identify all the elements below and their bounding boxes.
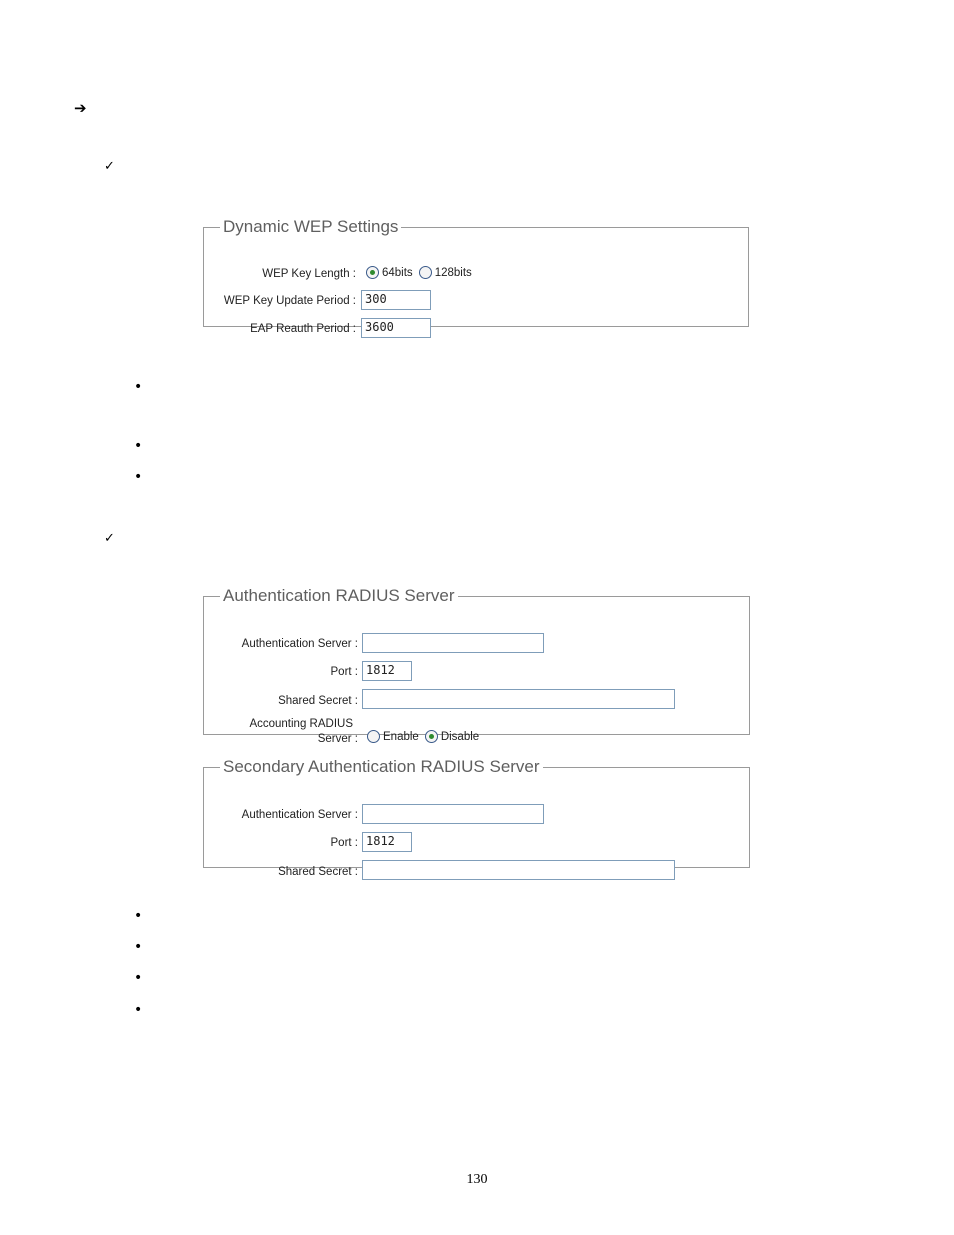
radio-enable[interactable] — [367, 730, 380, 743]
secondary-authentication-server-input[interactable] — [362, 804, 544, 824]
shared-secret-input[interactable] — [362, 689, 675, 709]
dynamic-wep-settings-panel — [203, 217, 749, 335]
secondary-shared-secret-label: Shared Secret : — [278, 866, 358, 878]
secondary-authentication-server-label: Authentication Server : — [241, 809, 358, 821]
radio-64bits[interactable] — [366, 266, 379, 279]
bullet-marker: • — [134, 939, 143, 955]
authentication-server-input[interactable] — [362, 633, 544, 653]
bullet-marker: • — [134, 438, 143, 454]
secondary-radius-server-legend: Secondary Authentication RADIUS Server — [223, 757, 540, 776]
accounting-radius-radio-group — [367, 730, 485, 743]
check-marker: ✓ — [104, 531, 115, 546]
radio-128bits[interactable] — [419, 266, 432, 279]
secondary-radius-server-panel — [203, 757, 750, 878]
port-label: Port : — [330, 666, 358, 678]
port-input[interactable]: 1812 — [362, 661, 412, 681]
shared-secret-label: Shared Secret : — [278, 695, 358, 707]
wep-key-update-period-label: WEP Key Update Period : — [223, 295, 356, 307]
bullet-marker: • — [134, 908, 143, 924]
bullet-marker: • — [134, 970, 143, 986]
accounting-radius-label-line2: Server : — [317, 733, 358, 745]
eap-reauth-period-input[interactable]: 3600 — [361, 318, 431, 338]
radio-128bits-label: 128bits — [434, 266, 472, 279]
radio-disable[interactable] — [425, 730, 438, 743]
wep-key-length-label: WEP Key Length : — [262, 268, 356, 280]
authentication-radius-server-legend: Authentication RADIUS Server — [223, 586, 455, 605]
bullet-marker: • — [134, 469, 143, 485]
authentication-server-label: Authentication Server : — [241, 638, 358, 650]
bullet-marker: • — [134, 1002, 143, 1018]
eap-reauth-period-label: EAP Reauth Period : — [250, 323, 356, 335]
radio-enable-label: Enable — [383, 730, 419, 743]
authentication-radius-server-panel — [203, 586, 750, 745]
secondary-port-input[interactable]: 1812 — [362, 832, 412, 852]
accounting-radius-label-line1: Accounting RADIUS — [249, 718, 353, 730]
page-number: 130 — [466, 1172, 488, 1187]
wep-key-length-radio-group — [366, 266, 478, 279]
wep-key-update-period-input[interactable]: 300 — [361, 290, 431, 310]
secondary-shared-secret-input[interactable] — [362, 860, 675, 880]
radio-64bits-label: 64bits — [382, 266, 413, 279]
dynamic-wep-settings-legend: Dynamic WEP Settings — [223, 217, 399, 236]
bullet-marker: • — [134, 379, 143, 395]
check-marker: ✓ — [104, 159, 115, 174]
radio-disable-label: Disable — [440, 730, 480, 743]
secondary-port-label: Port : — [330, 837, 358, 849]
arrow-marker: ➔ — [74, 99, 87, 117]
